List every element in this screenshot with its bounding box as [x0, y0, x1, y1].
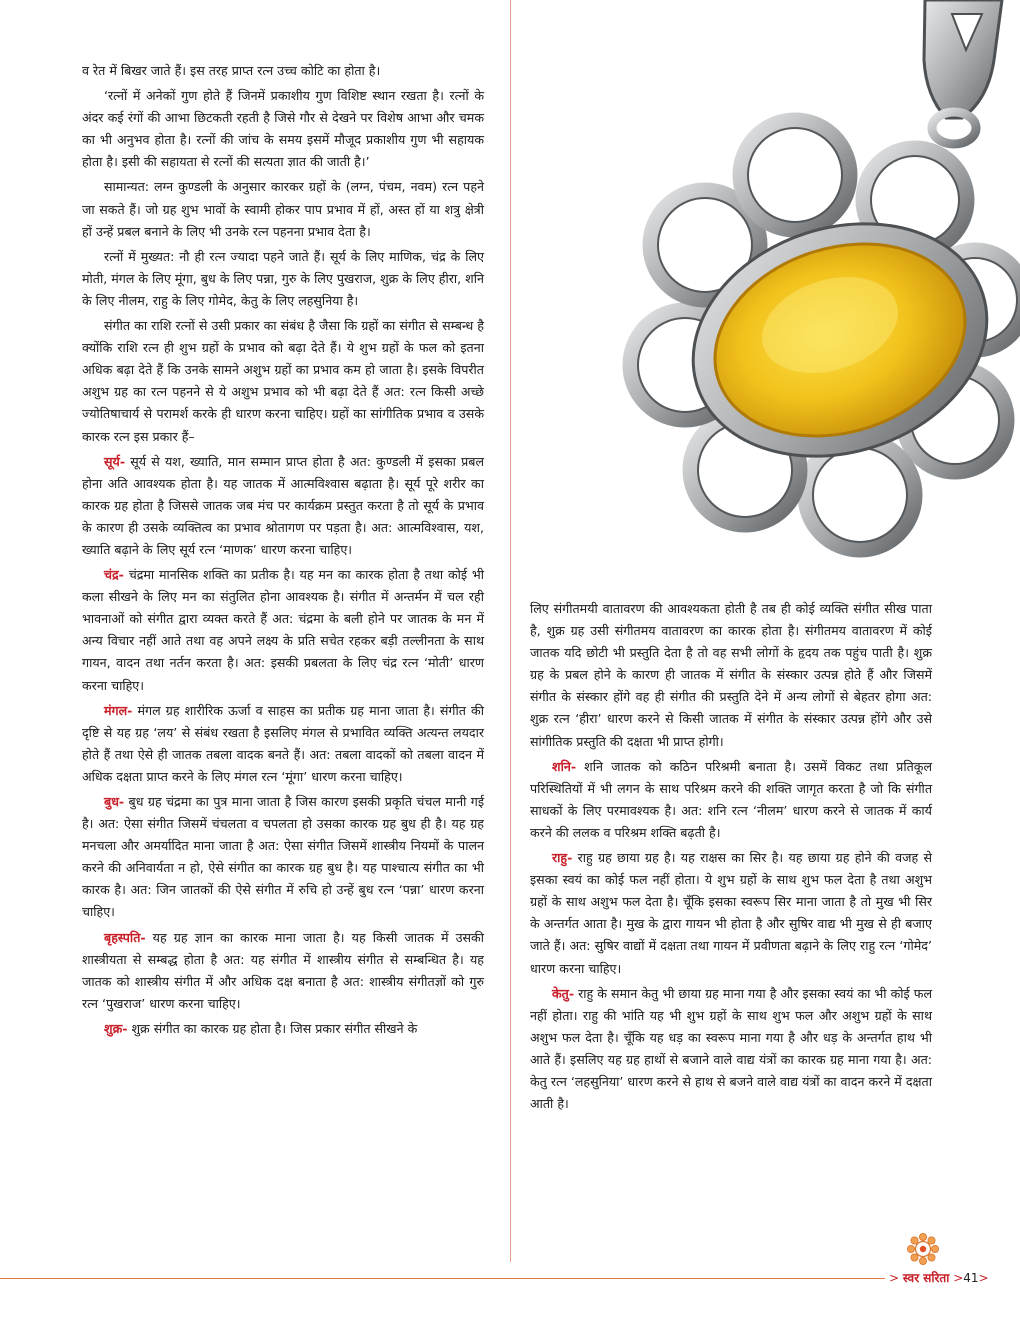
- heading-shani: शनि-: [552, 758, 577, 774]
- paragraph-chandra: चंद्र- चंद्रमा मानसिक शक्ति का प्रतीक है। यह मन का कारक होता है तथा कोई भी कला सीखने के लिए मन का संतुलित होना आवश्यक है। संगीत में अन्तर्मन में चल रही भावनाओं को संगीत द्वारा व्यक्त करते हैं अत: चंद्रमा के बली होने पर जातक के मन में अन्य विचार नहीं आते तथा वह अपने लक्ष्य के प्रति सचेत रहकर बड़ी तल्लीनता के साथ गायन, वादन तथा नर्तन करता है। अत: इसकी प्रबलता के लिए चंद्र रत्न ‘मोती’ धारण करना चाहिए।: [82, 567, 484, 693]
- paragraph-brihaspati: बृहस्पति- यह ग्रह ज्ञान का कारक माना जाता है। यह किसी जातक में उसकी शास्त्रीयता से सम्बद्ध होता है अत: यह संगीत में शास्त्रीय संगीत से सम्बन्धित है। यह जातक को शास्त्रीय संगीत में और अधिक दक्ष बनाता है अत: शास्त्रीय संगीतज्ञों को गुरु रत्न ‘पुखराज’ धारण करना चाहिए।: [82, 929, 484, 1011]
- heading-chandra: चंद्र-: [104, 567, 124, 583]
- ornamental-flower-icon: [906, 1232, 940, 1266]
- magazine-name: स्वर सरिता: [902, 1271, 950, 1285]
- heading-budh: बुध-: [104, 794, 125, 809]
- column-divider: [510, 0, 511, 1262]
- paragraph: सामान्यत: लग्न कुण्डली के अनुसार कारकर ग्रहों के (लग्न, पंचम, नवम) रत्न पहने जा सकते हैं। जो ग्रह शुभ भावों के स्वामी होकर पाप प्रभाव में हों, अस्त हों या शत्रु क्षेत्री हों उन्हें प्रबल बनाने के लिए भी उनके रत्न पहनना प्रभाव देता है।: [82, 179, 484, 239]
- paragraph-shukra-continued: लिए संगीतमयी वातावरण की आवश्यकता होती है तब ही कोई व्यक्ति संगीत सीख पाता है, शुक्र ग्रह उसी संगीतमय वातावरण का कारक होता है। संगीतमय वातावरण में कोई जातक यदि छोटी भी प्रस्तुति देता है तो वह सभी लोगों के हृदय तक पहुंच पाती है। शुक्र ग्रह के प्रबल होने के कारण ही जातक में संगीत के संस्कार उत्पन्न होते हैं और जिसमें संगीत के संस्कार होंगे वह ही संगीत की प्रस्तुति देने में अन्य लोगों से बेहतर होगा अत: शुक्र रत्न ‘हीरा’ धारण करने से किसी जातक में संगीत के संस्कार उत्पन्न होंगे और उसे सांगीतिक प्रस्तुति की दक्षता भी प्राप्त होगी।: [530, 601, 932, 749]
- paragraph: संगीत का राशि रत्नों से उसी प्रकार का संबंध है जैसा कि ग्रहों का संगीत से सम्बन्ध है क्योंकि राशि रत्न ही शुभ ग्रहों के प्रभाव को बढ़ा देते हैं। ये शुभ ग्रहों के फल को इतना अधिक बढ़ा देते हैं कि उनके सामने अशुभ ग्रहों का प्रभाव कम हो जाता है। इसके विपरीत अशुभ ग्रह का रत्न पहनने से ये अशुभ प्रभाव को भी बढ़ा देते हैं अत: रत्न किसी अच्छे ज्योतिषाचार्य से परामर्श करके ही धारण करना चाहिए। ग्रहों का सांगीतिक प्रभाव व उसके कारक रत्न इस प्रकार हैं–: [82, 318, 484, 444]
- paragraph-rahu: राहु- राहु ग्रह छाया ग्रह है। यह राक्षस का सिर है। यह छाया ग्रह होने की वजह से इसका स्वयं का कोई फल नहीं होता। ये शुभ ग्रहों के साथ शुभ फल देता है तथा अशुभ ग्रहों के साथ अशुभ फल देता है। चूँकि इसका स्वरूप सिर माना जाता है तो मुख भी सिर के अन्तर्गत आता है। मुख के द्वारा गायन भी होता है और सुषिर वाद्य भी मुख से ही बजाए जाते हैं। अत: सुषिर वाद्यों में दक्षता तथा गायन में प्रवीणता बढ़ाने के लिए राहु रत्न ‘गोमेद’ धारण करना चाहिए।: [530, 850, 932, 976]
- paragraph-budh: बुध- बुध ग्रह चंद्रमा का पुत्र माना जाता है जिस कारण इसकी प्रकृति चंचल मानी गई है। अत: ऐसा संगीत जिसमें चंचलता व चपलता हो उसका कारक ग्रह बुध ही है। यह ग्रह मनचला और अमर्यादित माना जाता है अत: ऐसा संगीत जिसमें शास्त्रीय नियमों के पालन करने की अनिवार्यता न हो, ऐसे संगीत का कारक ग्रह बुध है। यह पाश्चात्य संगीत का भी कारक है। अत: जिन जातकों की ऐसे संगीत में रुचि हो उन्हें बुध रत्न ‘पन्ना’ धारण करना चाहिए।: [82, 794, 484, 920]
- heading-surya: सूर्य-: [104, 453, 126, 469]
- footer: > स्वर सरिता >41>: [885, 1269, 993, 1286]
- left-column: [82, 60, 484, 1043]
- heading-shukra: शुक्र-: [104, 1020, 128, 1036]
- footer-rule: [0, 1278, 895, 1279]
- page-number: 41: [963, 1271, 979, 1285]
- right-column: [530, 598, 932, 1118]
- paragraph-shani: शनि- शनि जातक को कठिन परिश्रमी बनाता है। उसमें विकट तथा प्रतिकूल परिस्थितियों में भी लगन के साथ परिश्रम करने की शक्ति जागृत करता है जो कि संगीत साधकों के लिए परमावश्यक है। अत: शनि रत्न ‘नीलम’ धारण करने से जातक में कार्य करने की ललक व परिश्रम शक्ति बढ़ती है।: [530, 758, 932, 840]
- paragraph: ‘रत्नों में अनेकों गुण होते हैं जिनमें प्रकाशीय गुण विशिष्ट स्थान रखता है। रत्नों के अंदर कई रंगों की आभा छिटकती रहती है जिसे गौर से देखने पर विशेष आभा और चमक का भी अनुभव होता है। रत्नों की जांच के समय इसमें मौजूद प्रकाशीय गुण भी सहायक होता है। इसी की सहायता से रत्नों की सत्यता ज्ञात की जाती है।’: [82, 88, 484, 170]
- pendant-illustration: [590, 0, 1020, 585]
- paragraph: व रेत में बिखर जाते हैं। इस तरह प्राप्त रत्न उच्च कोटि का होता है।: [82, 63, 381, 78]
- heading-brihaspati: बृहस्पति-: [104, 929, 146, 945]
- heading-ketu: केतु-: [552, 985, 575, 1001]
- paragraph-ketu: केतु- राहु के समान केतु भी छाया ग्रह माना गया है और इसका स्वयं का भी कोई फल नहीं होता। राहु की भांति यह भी शुभ ग्रहों के साथ शुभ फल और अशुभ ग्रहों के साथ अशुभ फल देता है। चूँकि यह धड़ का स्वरूप माना गया है और धड़ के अन्तर्गत हाथ भी आते हैं। इसलिए यह ग्रह हाथों से बजाने वाले वाद्य यंत्रों का कारक ग्रह माना गया है। अत: केतु रत्न ‘लहसुनिया’ धारण करने से हाथ से बजने वाले वाद्य यंत्रों का वादन करने में दक्षता आती है।: [530, 985, 932, 1112]
- heading-rahu: राहु-: [552, 850, 573, 866]
- pendant-bail: [924, 0, 1002, 144]
- heading-mangal: मंगल-: [104, 702, 133, 718]
- paragraph: रत्नों में मुख्यत: नौ ही रत्न ज्यादा पहने जाते हैं। सूर्य के लिए माणिक, चंद्र के लिए मोती, मंगल के लिए मूंगा, बुध के लिए पन्ना, गुरु के लिए पुखराज, शुक्र के लिए हीरा, शनि के लिए नीलम, राहु के लिए गोमेद, केतु के लिए लहसुनिया है।: [82, 248, 484, 308]
- paragraph-mangal: मंगल- मंगल ग्रह शारीरिक ऊर्जा व साहस का प्रतीक ग्रह माना जाता है। संगीत की दृष्टि से यह ग्रह ‘लय’ से संबंध रखता है इसलिए मंगल से प्रभावित व्यक्ति अत्यन्त लयदार होते हैं तथा ऐसे ही जातक तबला वादक बनते हैं। अत: तबला वादकों को तबला वादन में अधिक दक्षता प्राप्त करने के लिए मंगल रत्न ‘मूंगा’ धारण करना चाहिए।: [82, 702, 484, 784]
- paragraph-surya: सूर्य- सूर्य से यश, ख्याति, मान सम्मान प्राप्त होता है अत: कुण्डली में इसका प्रबल होना अति आवश्यक होता है। यह जातक में आत्मविश्वास बढ़ाता है। सूर्य पूरे शरीर का कारक ग्रह होता है जिससे जातक जब मंच पर कार्यक्रम प्रस्तुत करता है तो सूर्य के प्रभाव के कारण ही उसके व्यक्तित्व का प्रभाव श्रोतागण पर पड़ता है। अत: आत्मविश्वास, यश, ख्याति बढ़ाने के लिए सूर्य रत्न ‘माणक’ धारण करना चाहिए।: [82, 453, 484, 557]
- paragraph-shukra: शुक्र- शुक्र संगीत का कारक ग्रह होता है। जिस प्रकार संगीत सीखने के: [104, 1020, 418, 1036]
